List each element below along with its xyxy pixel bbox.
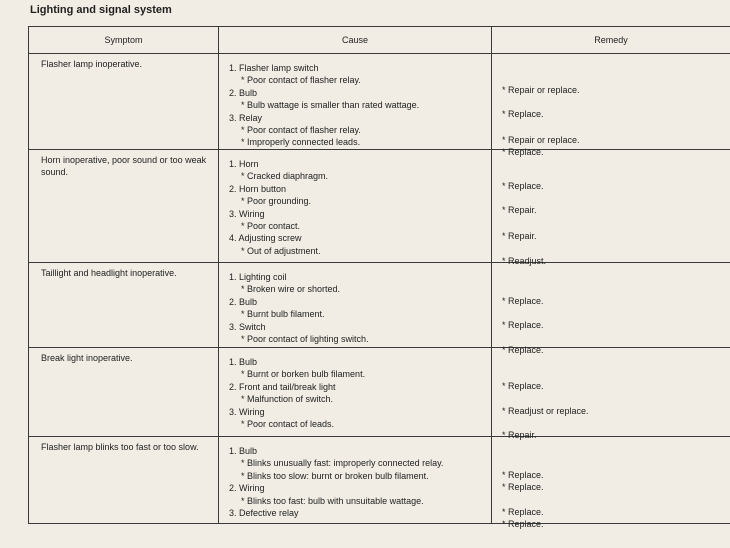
remedy-item: * Replace. xyxy=(502,296,544,306)
remedy-item: * Replace. xyxy=(502,482,544,492)
remedy-item: * Repair or replace. xyxy=(502,135,580,145)
cause-item: 1. Horn xyxy=(229,159,259,169)
remedy-item: * Replace. xyxy=(502,381,544,391)
symptom-text: Taillight and headlight inoperative. xyxy=(41,268,177,278)
cause-header: Cause xyxy=(219,27,492,54)
cause-detail: * Blinks too fast: bulb with unsuitable wattage. xyxy=(241,495,424,506)
cause-cell xyxy=(219,263,492,348)
remedy-cell xyxy=(492,437,730,529)
cause-item: 1. Bulb xyxy=(229,357,258,367)
cause-cell xyxy=(219,348,492,437)
cause-detail: * Improperly connected leads. xyxy=(241,137,361,148)
cause-detail: * Burnt or borken bulb filament. xyxy=(241,369,366,380)
remedy-item: * Replace. xyxy=(502,320,544,330)
table-row xyxy=(29,150,730,263)
remedy-cell xyxy=(492,263,730,355)
cause-item: 2. Wiring xyxy=(229,483,265,494)
cause-cell xyxy=(219,150,492,263)
remedy-item: * Replace. xyxy=(502,507,544,517)
cause-detail: * Poor contact of leads. xyxy=(241,419,335,430)
remedy-item: * Replace. xyxy=(502,519,544,529)
table-row xyxy=(29,263,730,348)
remedy-item: * Repair or replace. xyxy=(502,85,580,95)
cause-detail: * Blinks unusually fast: improperly connected relay. xyxy=(241,458,444,469)
cause-detail: * Poor contact of flasher relay. xyxy=(241,125,361,136)
page-title: Lighting and signal system xyxy=(30,4,172,16)
cause-detail: * Bulb wattage is smaller than rated wattage. xyxy=(241,100,420,111)
cause-detail: * Broken wire or shorted. xyxy=(241,284,341,295)
cause-detail: * Poor contact of lighting switch. xyxy=(241,334,369,345)
remedy-item: * Replace. xyxy=(502,345,544,355)
symptom-cell xyxy=(29,348,219,437)
remedy-item: * Repair. xyxy=(502,231,537,241)
symptom-text: Flasher lamp inoperative. xyxy=(41,59,143,69)
cause-cell xyxy=(219,437,492,524)
cause-detail: * Blinks too slow: burnt or broken bulb filament. xyxy=(241,470,429,481)
table-row xyxy=(29,437,730,524)
cause-item: 1. Bulb xyxy=(229,446,258,456)
cause-detail: * Out of adjustment. xyxy=(241,245,321,256)
cause-detail: * Cracked diaphragm. xyxy=(241,171,329,182)
table-row xyxy=(29,348,730,437)
cause-item: 2. Bulb xyxy=(229,87,258,98)
remedy-item: * Readjust. xyxy=(502,256,547,266)
cause-detail: * Poor contact of flasher relay. xyxy=(241,75,361,86)
cause-item: 1. Lighting coil xyxy=(229,272,287,282)
symptom-text: Flasher lamp blinks too fast or too slow. xyxy=(41,442,199,452)
cause-item: 2. Front and tail/break light xyxy=(229,381,336,392)
symptom-cell xyxy=(29,437,219,524)
symptom-text: Horn inoperative, poor sound or too weak sound. xyxy=(41,155,207,178)
remedy-item: * Replace. xyxy=(502,470,544,480)
cause-item: 2. Horn button xyxy=(229,183,287,194)
remedy-item: * Readjust or replace. xyxy=(502,406,589,416)
cause-detail: * Poor contact. xyxy=(241,221,301,232)
remedy-header: Remedy xyxy=(492,27,730,54)
cause-item: 3. Switch xyxy=(229,321,266,332)
remedy-item: * Repair. xyxy=(502,205,537,215)
remedy-cell xyxy=(492,54,730,157)
remedy-item: * Replace. xyxy=(502,181,544,191)
cause-item: 3. Wiring xyxy=(229,406,265,417)
remedy-item: * Repair. xyxy=(502,430,537,440)
cause-item: 2. Bulb xyxy=(229,296,258,307)
symptom-cell xyxy=(29,54,219,150)
troubleshooting-table xyxy=(28,26,730,529)
remedy-item: * Replace. xyxy=(502,147,544,157)
cause-detail: * Burnt bulb filament. xyxy=(241,309,325,320)
symptom-cell xyxy=(29,263,219,348)
cause-cell xyxy=(219,54,492,150)
cause-item: 3. Relay xyxy=(229,112,263,123)
header-row xyxy=(29,27,730,54)
remedy-item: * Replace. xyxy=(502,109,544,119)
cause-item: 1. Flasher lamp switch xyxy=(229,63,319,73)
cause-detail: * Poor grounding. xyxy=(241,196,312,207)
cause-item: 3. Defective relay xyxy=(229,508,299,519)
remedy-cell xyxy=(492,348,730,440)
symptom-cell xyxy=(29,150,219,263)
cause-item: 3. Wiring xyxy=(229,208,265,219)
cause-item: 4. Adjusting screw xyxy=(229,233,302,244)
cause-detail: * Malfunction of switch. xyxy=(241,394,334,405)
table-row xyxy=(29,54,730,150)
symptom-header: Symptom xyxy=(29,27,219,54)
remedy-cell xyxy=(492,150,730,266)
symptom-text: Break light inoperative. xyxy=(41,353,133,363)
